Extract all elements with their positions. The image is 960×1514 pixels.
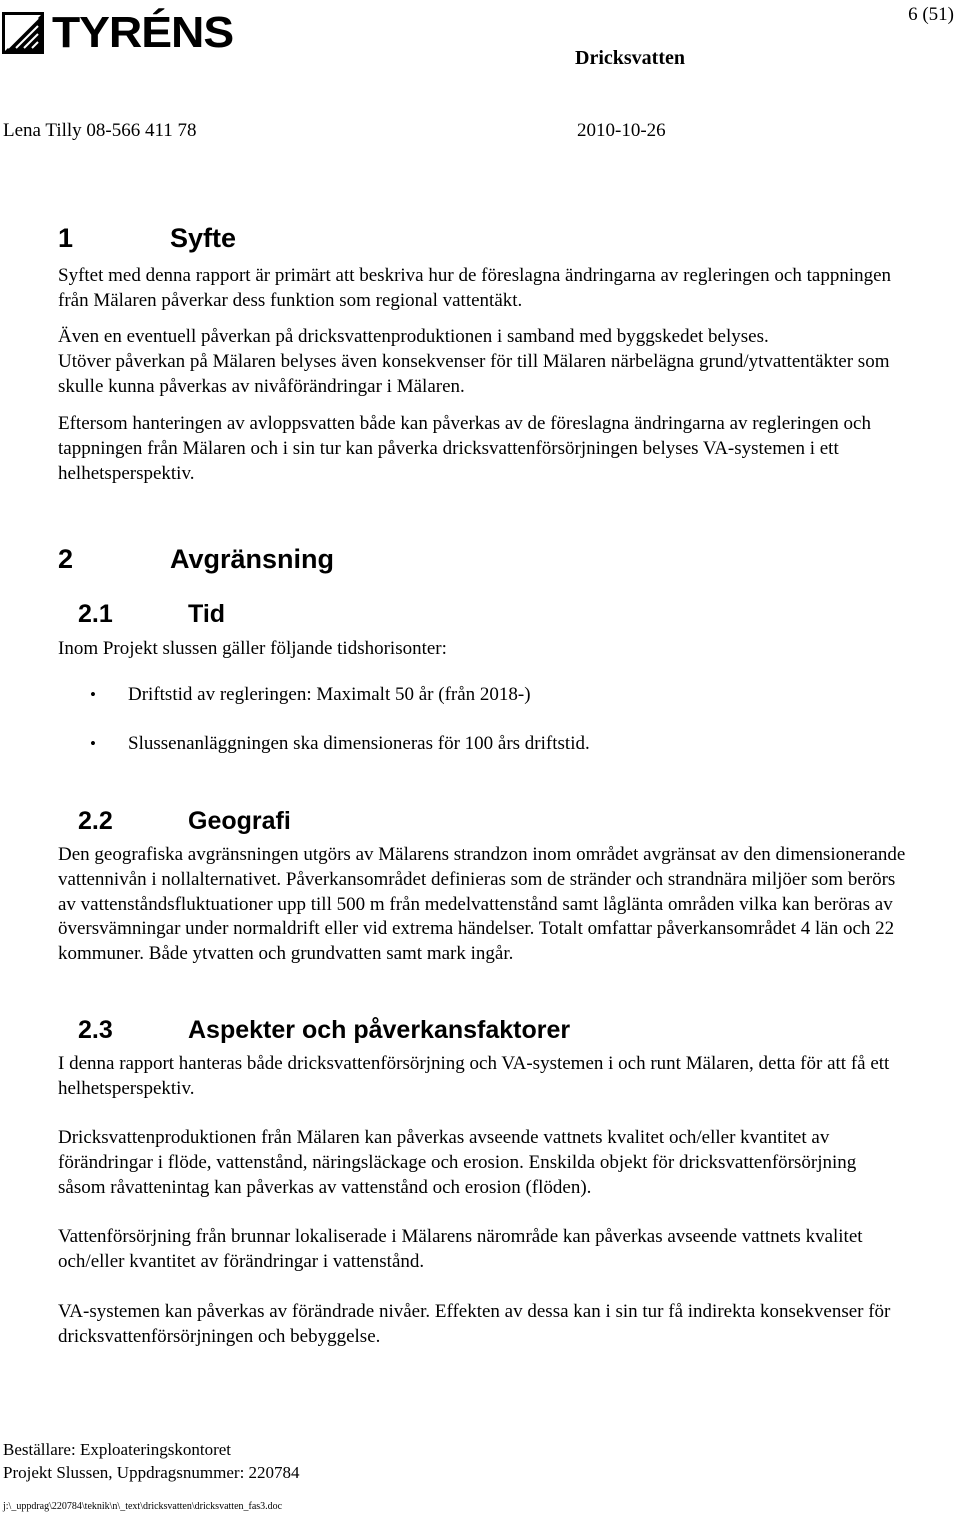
section-title: Avgränsning	[170, 544, 335, 574]
paragraph-text: Vattenförsörjning från brunnar lokaliserade i Mälarens närområde kan påverkas avseende vattnets kvalitet och/eller kvantitet av förändringar i vattenstånd.	[58, 1226, 863, 1272]
section-title: Aspekter och påverkansfaktorer	[188, 1016, 571, 1044]
page-number: 6 (51)	[908, 4, 954, 25]
section-1-paragraph-3	[58, 350, 908, 400]
section-2-3-paragraph-4	[58, 1300, 908, 1350]
paragraph-text: VA-systemen kan påverkas av förändrade nivåer. Effekten av dessa kan i sin tur få indirekta konsekvenser för dricksvattenförsörjningen och bebyggelse.	[58, 1301, 891, 1347]
paragraph-text: I denna rapport hanteras både dricksvattenförsörjning och VA-systemen i och runt Mälaren, detta för att få ett helhetsperspektiv.	[58, 1053, 890, 1099]
logo-wordmark: TYRÉNS	[52, 8, 234, 57]
list-item-text: Driftstid av regleringen: Maximalt 50 år (från 2018-)	[128, 684, 531, 705]
section-title: Tid	[188, 600, 226, 628]
document-date: 2010-10-26	[577, 120, 666, 141]
section-title: Geografi	[188, 807, 291, 835]
tyrens-logo-icon	[2, 12, 44, 54]
section-2-3-paragraph-1	[58, 1052, 908, 1102]
section-title: Syfte	[170, 223, 237, 253]
section-number: 2.2	[78, 807, 113, 835]
bullet-icon: •	[90, 734, 96, 753]
bullet-icon: •	[90, 685, 96, 704]
paragraph-text: Dricksvattenproduktionen från Mälaren kan påverkas avseende vattnets kvalitet och/eller kvantitet av förändringar i flöde, vattenstånd, näringsläckage och erosion. Enskilda objekt för dricksvattenförsörjning såsom råvattenintag kan påverkas av vattenstånd och erosion (flöden).	[58, 1127, 857, 1198]
paragraph-text: Inom Projekt slussen gäller följande tidshorisonter:	[58, 638, 447, 659]
paragraph-text: Även en eventuell påverkan på dricksvattenproduktionen i samband med byggskedet belyses.	[58, 326, 769, 347]
section-number: 1	[58, 223, 74, 253]
section-number: 2.3	[78, 1016, 113, 1044]
paragraph-text: Den geografiska avgränsningen utgörs av Mälarens strandzon inom området avgränsat av den dimensionerande vattennivån i nollalternativet. Påverkansområdet definieras som de stränder och strandnära miljöer som berörs av vattenståndsfluktuationer upp till 500 m från medelvattenstånd samt låglänta områden vilka kan beröras av översvämningar under normaldrift eller vid extrema händelser. Totalt omfattar påverkansområdet 4 län och 22 kommuner. Både ytvatten och grundvatten samt mark ingår.	[58, 844, 906, 965]
paragraph-text: Syftet med denna rapport är primärt att beskriva hur de föreslagna ändringarna av regleringen och tappningen från Mälaren påverkar dess funktion som regional vattentäkt.	[58, 265, 892, 311]
section-2-1-intro	[58, 637, 908, 662]
section-1-paragraph-1	[58, 264, 908, 314]
section-1-heading	[58, 223, 236, 254]
list-item-text: Slussenanläggningen ska dimensioneras för 100 års driftstid.	[128, 733, 590, 754]
footer-file-path: j:\_uppdrag\220784\teknik\n\_text\dricksvatten\dricksvatten_fas3.doc	[3, 1501, 283, 1512]
section-2-2-heading	[78, 807, 291, 836]
list-item	[90, 684, 531, 706]
author-contact: Lena Tilly 08-566 411 78	[3, 120, 197, 141]
section-1-paragraph-4	[58, 412, 908, 486]
section-2-3-heading	[78, 1016, 570, 1045]
section-2-heading	[58, 544, 334, 575]
section-1-paragraph-2	[58, 325, 908, 350]
paragraph-text: Utöver påverkan på Mälaren belyses även konsekvenser för till Mälaren närbelägna grund/ytvattentäkter som skulle kunna påverkas av nivåförändringar i Mälaren.	[58, 351, 890, 397]
company-logo	[2, 8, 242, 58]
section-number: 2.1	[78, 600, 113, 628]
section-2-3-paragraph-3	[58, 1225, 908, 1275]
paragraph-text: Eftersom hanteringen av avloppsvatten både kan påverkas av de föreslagna ändringarna av regleringen och tappningen från Mälaren och i sin tur kan påverka dricksvattenförsörjningen belyses VA-systemen i ett helhetsperspektiv.	[58, 413, 871, 484]
section-2-1-heading	[78, 600, 225, 629]
footer-project: Projekt Slussen, Uppdragsnummer: 220784	[3, 1463, 300, 1482]
section-2-3-paragraph-2	[58, 1126, 908, 1200]
list-item	[90, 733, 590, 755]
section-2-2-paragraph	[58, 843, 908, 967]
footer-client: Beställare: Exploateringskontoret	[3, 1440, 232, 1459]
document-title: Dricksvatten	[575, 47, 685, 69]
section-number: 2	[58, 544, 74, 574]
